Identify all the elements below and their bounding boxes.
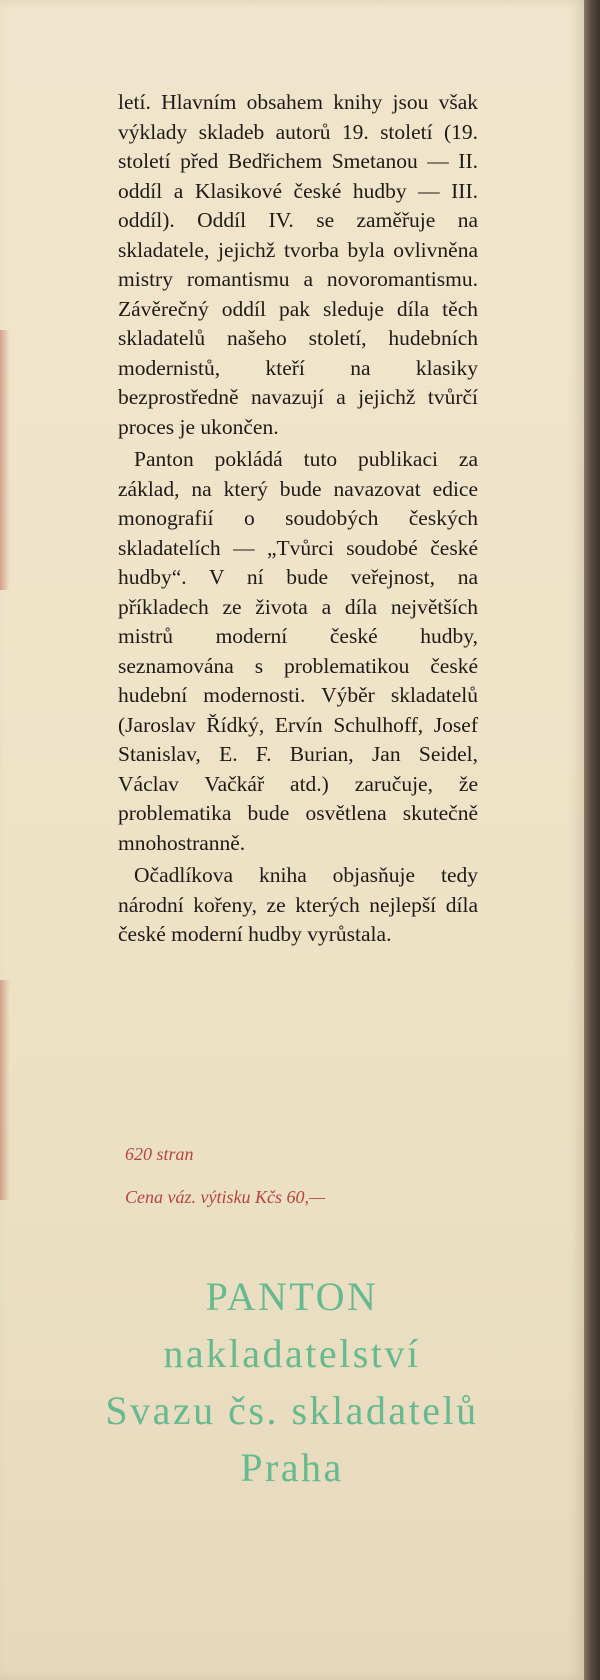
publisher-line: nakladatelství [163, 1331, 421, 1376]
publisher-line: Svazu čs. skladatelů [105, 1388, 479, 1433]
paragraph: Očadlíkova kniha objasňuje tedy národní kořeny, ze kterých nejlepší díla české moderní hudby vyrůstala. [118, 863, 478, 946]
edge-stain [0, 330, 10, 590]
publisher-name: PANTON [205, 1274, 379, 1319]
description-text [118, 88, 478, 950]
publisher-city: Praha [240, 1445, 344, 1490]
page-count: 620 stran [125, 1144, 194, 1164]
paragraph: letí. Hlavním obsahem knihy jsou však výklady skladeb autorů 19. století (19. století před Bedřichem Smetanou — II. oddíl a Klasikové české hudby — III. oddíl). Oddíl IV. se zaměřuje na skladatele, jejichž tvorba byla ovlivněna mistry romantismu a novoromantismu. Závěrečný oddíl pak sleduje díla těch skladatelů našeho století, hudebních modernistů, kteří na klasiky bezprostředně navazují a jejichž tvůrčí proces je ukončen. [118, 90, 478, 439]
publisher-block [0, 1268, 584, 1496]
price: Cena váz. výtisku Kčs 60,— [125, 1187, 325, 1207]
page-edge [584, 0, 600, 1680]
paragraph: Panton pokládá tuto publikaci za základ, na který bude navazovat edice monografií o soudobých českých skladatelích — „Tvůrci soudobé české hudby“. V ní bude veřejnost, na příkladech ze života a díla největších mistrů moderní české hudby, seznamována s problematikou české hudební modernosti. Výběr skladatelů (Jaroslav Řídký, Ervín Schulhoff, Josef Stanislav, E. F. Burian, Jan Seidel, Václav Vačkář atd.) zaručuje, že problematika bude osvětlena skutečně mnohostranně. [118, 447, 478, 855]
edge-stain [0, 980, 10, 1200]
